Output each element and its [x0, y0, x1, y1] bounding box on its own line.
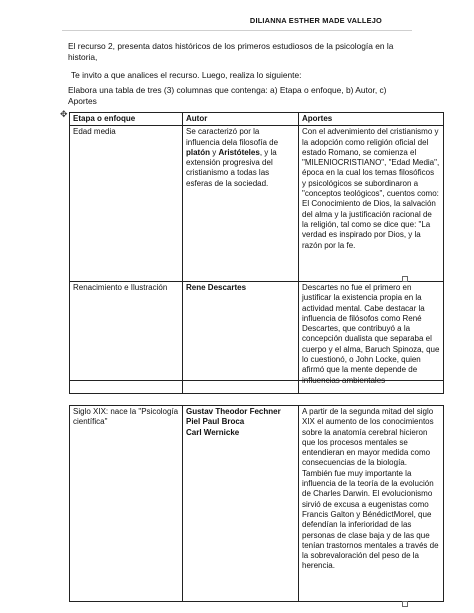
aportes-paragraph: También fue muy importante la influencia de la teoría de la evolución de Charles Darwin. El evolucionismo sirvió de excusa a eugenistas como Francis Galton y BénédictMorel, que defendían la inferioridad de las personas de clase baja y de las que tenían trastornos mentales a través de la sobrevaloración del peso de la herencia. [302, 468, 439, 571]
table-part-2 [69, 281, 444, 394]
intro-paragraph-2: Te invito a que analices el recurso. Luego, realiza lo siguiente: [71, 70, 302, 80]
autor-text-pre: Se caracterizó por la influencia dela filosofía de [186, 127, 279, 147]
cell-aportes [299, 406, 444, 602]
autor-text-post: , y la extensión progresiva del cristianismo a todas las esferas de la sociedad. [186, 147, 277, 188]
autor-aristoteles: Aristóteles [218, 147, 260, 157]
cell-autor: Rene Descartes [183, 282, 299, 394]
autor-text-mid: y [210, 147, 219, 157]
header-autor: Autor [183, 113, 299, 126]
cell-etapa: Edad media [70, 126, 183, 381]
table-row [70, 406, 444, 602]
cell-autor [183, 406, 299, 602]
cell-aportes: Con el advenimiento del cristianismo y la adopción como religión oficial del estado Romano, se comienza el "MILENIOCRISTIANO", "Edad Media", época en la cual los temas filosóficos y psicológicos se subordinaron a "conceptos teológicos", cuentos como: El Conocimiento de Dios, la salvación del alma y la justificación racional de la religión, tal como se dice que: "La verdad es inspirado por Dios, y la razón por la fe. [299, 126, 444, 381]
cell-etapa: Siglo XIX: nace la "Psicología científica" [70, 406, 183, 602]
table-resize-handle[interactable] [402, 601, 408, 607]
move-handle-icon[interactable]: ✥ [60, 109, 68, 119]
header-aportes: Aportes [299, 113, 444, 126]
autor-line: Carl Wernicke [186, 427, 240, 437]
autor-platon: platón [186, 147, 210, 157]
autor-line: Piel Paul Broca [186, 417, 245, 427]
table-header-row [70, 113, 444, 126]
aportes-paragraph: A partir de la segunda mitad del siglo XIX el aumento de los conocimientos sobre la anatomía cerebral hicieron que los procesos mentales se entendieran en mayor medida como consecuencias de la biología. [302, 407, 434, 468]
header-etapa: Etapa o enfoque [70, 113, 183, 126]
table-row [70, 282, 444, 394]
intro-paragraph-1: El recurso 2, presenta datos históricos de los primeros estudiosos de la psicología en la historia, [68, 41, 394, 62]
author-header: DILIANNA ESTHER MADE VALLEJO [249, 16, 382, 25]
cell-aportes: Descartes no fue el primero en justificar la existencia propia en la actividad mental. Cabe destacar la influencia de filósofos como René Descartes, que contribuyó a la concepción dualista que separaba el cuerpo y el alma, Baruch Spinoza, que lo cuestionó, o John Locke, quien afirmó que la mente depende de influencias ambientales [299, 282, 444, 394]
cell-etapa: Renacimiento e Ilustración [70, 282, 183, 394]
table-part-3 [69, 405, 444, 602]
autor-line: Gustav Theodor Fechner [186, 407, 281, 416]
table-resize-handle[interactable] [402, 276, 408, 282]
header-divider [62, 30, 412, 31]
intro-paragraph-3: Elabora una tabla de tres (3) columnas que contenga: a) Etapa o enfoque, b) Autor, c) Aportes [68, 85, 387, 106]
